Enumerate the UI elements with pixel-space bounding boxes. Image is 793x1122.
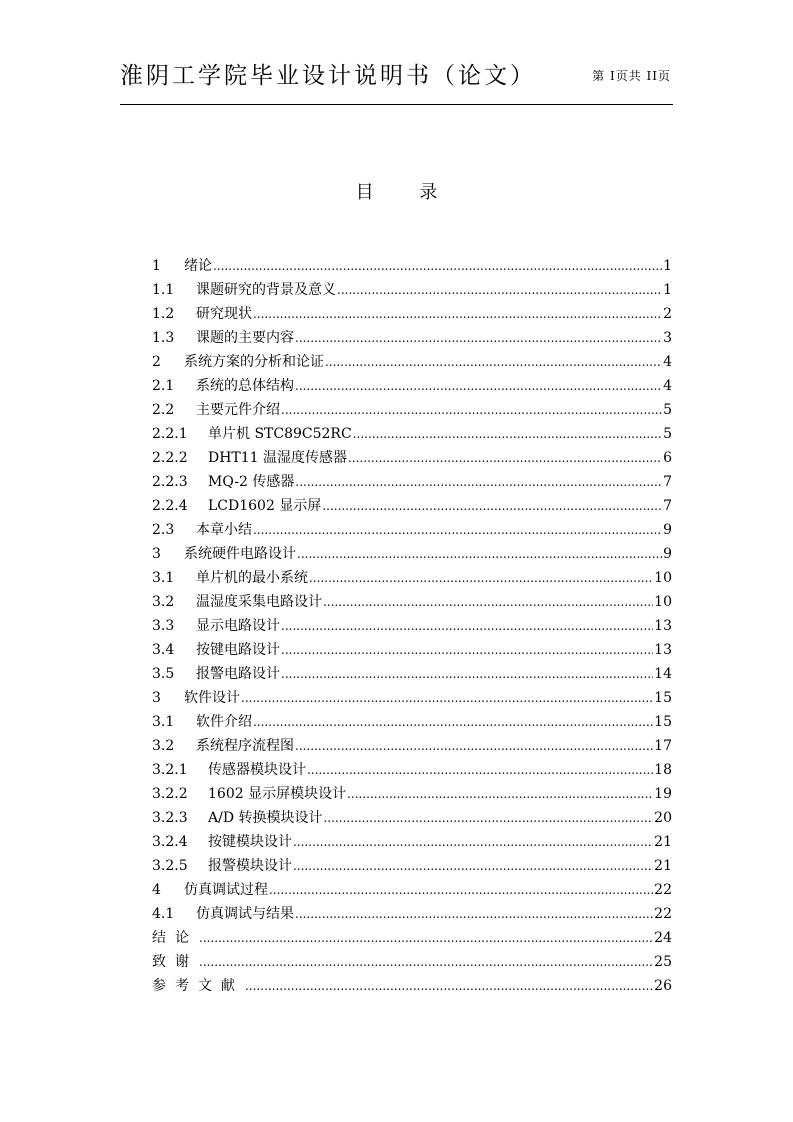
toc-entry-title: 参考文献 [152, 978, 244, 994]
toc-dot-leader [347, 786, 653, 802]
toc-entry[interactable] [152, 303, 672, 327]
toc-dot-leader [307, 762, 653, 778]
toc-entry-number: 3.1 [152, 570, 175, 586]
toc-entry[interactable] [152, 687, 672, 711]
toc-dot-leader [253, 522, 662, 538]
toc-entry[interactable] [152, 807, 672, 831]
toc-entry-title: 结论 [152, 930, 198, 946]
toc-entry-number: 3.2.1 [152, 762, 188, 778]
toc-entry-page: 6 [663, 450, 672, 466]
toc-entry-title: 报警模块设计 [208, 858, 292, 874]
toc-entry-number: 4.1 [152, 906, 175, 922]
toc-entry-page: 9 [663, 522, 672, 538]
toc-entry[interactable] [152, 735, 672, 759]
toc-dot-leader [337, 282, 662, 298]
toc-entry-title: 系统硬件电路设计 [184, 546, 296, 562]
toc-entry-page: 1 [663, 258, 672, 274]
toc-entry-number: 3.5 [152, 666, 175, 682]
toc-entry-title: 研究现状 [196, 306, 252, 322]
toc-entry-title: 课题的主要内容 [196, 330, 294, 346]
toc-entry-page: 15 [654, 714, 672, 730]
toc-entry[interactable] [152, 543, 672, 567]
toc-dot-leader [297, 546, 662, 562]
toc-entry-page: 17 [654, 738, 672, 754]
toc-entry-title: 系统的总体结构 [196, 378, 294, 394]
toc-entry-number: 3 [152, 690, 161, 706]
toc-entry[interactable] [152, 327, 672, 351]
toc-dot-leader [353, 426, 662, 442]
toc-entry-title: 软件设计 [184, 690, 240, 706]
toc-entry-number: 3.4 [152, 642, 175, 658]
toc-entry[interactable] [152, 759, 672, 783]
toc-entry[interactable] [152, 663, 672, 687]
toc-dot-leader [199, 930, 653, 946]
toc-entry-page: 5 [663, 426, 672, 442]
toc-dot-leader [348, 450, 662, 466]
toc-entry-page: 7 [663, 498, 672, 514]
toc-entry-number: 1.3 [152, 330, 175, 346]
toc-entry-title: 单片机的最小系统 [196, 570, 308, 586]
toc-entry-title: 致谢 [152, 954, 198, 970]
toc-entry-title: 软件介绍 [196, 714, 252, 730]
toc-entry-number: 2 [152, 354, 161, 370]
toc-entry-title: 本章小结 [196, 522, 252, 538]
toc-dot-leader [325, 354, 662, 370]
toc-entry[interactable] [152, 879, 672, 903]
toc-dot-leader [213, 258, 662, 274]
toc-dot-leader [322, 498, 662, 514]
toc-dot-leader [241, 690, 653, 706]
toc-dot-leader [293, 834, 653, 850]
toc-dot-leader [293, 858, 653, 874]
toc-dot-leader [199, 954, 653, 970]
toc-entry-page: 18 [654, 762, 672, 778]
toc-entry-title: 系统程序流程图 [196, 738, 294, 754]
toc-entry-title: 传感器模块设计 [208, 762, 306, 778]
toc-entry-page: 4 [663, 354, 672, 370]
toc-entry-page: 2 [663, 306, 672, 322]
toc-entry[interactable] [152, 615, 672, 639]
toc-dot-leader [281, 402, 662, 418]
toc-entry[interactable] [152, 855, 672, 879]
toc-entry-number: 1.2 [152, 306, 175, 322]
toc-entry-page: 7 [663, 474, 672, 490]
toc-entry-number: 3.2 [152, 738, 175, 754]
toc-entry[interactable] [152, 903, 672, 927]
toc-entry[interactable] [152, 351, 672, 375]
toc-entry-page: 22 [654, 906, 672, 922]
toc-entry-page: 4 [663, 378, 672, 394]
toc-dot-leader [295, 738, 653, 754]
toc-dot-leader [253, 714, 653, 730]
toc-entry-title: 显示电路设计 [196, 618, 280, 634]
toc-dot-leader [295, 378, 662, 394]
toc-entry-page: 21 [654, 858, 672, 874]
toc-entry-title: 温湿度采集电路设计 [196, 594, 322, 610]
toc-entry-title: MQ-2 传感器 [208, 474, 295, 490]
toc-entry[interactable] [152, 423, 672, 447]
toc-entry-page: 13 [654, 618, 672, 634]
toc-entry-page: 15 [654, 690, 672, 706]
toc-entry[interactable] [152, 783, 672, 807]
toc-entry-number: 2.2.1 [152, 426, 188, 442]
toc-entry-title: A/D 转换模块设计 [208, 810, 323, 826]
toc-entry-number: 2.2.2 [152, 450, 188, 466]
toc-entry-number: 2.1 [152, 378, 175, 394]
toc-dot-leader [295, 474, 662, 490]
toc-entry-title: 报警电路设计 [196, 666, 280, 682]
toc-entry-page: 21 [654, 834, 672, 850]
toc-entry-number: 2.3 [152, 522, 175, 538]
page-header [120, 55, 673, 95]
toc-entry-number: 2.2 [152, 402, 175, 418]
toc-dot-leader [253, 306, 662, 322]
table-of-contents [152, 255, 672, 999]
toc-entry[interactable] [152, 471, 672, 495]
toc-entry-page: 10 [654, 594, 672, 610]
toc-entry-page: 3 [663, 330, 672, 346]
toc-entry-page: 19 [654, 786, 672, 802]
toc-entry-number: 3.2 [152, 594, 175, 610]
document-header-title: 淮阴工学院毕业设计说明书（论文） [120, 63, 536, 89]
toc-entry-page: 25 [654, 954, 672, 970]
toc-entry-number: 3.2.3 [152, 810, 188, 826]
toc-entry-title: 按键电路设计 [196, 642, 280, 658]
toc-dot-leader [245, 978, 653, 994]
toc-entry-page: 20 [654, 810, 672, 826]
toc-entry-title: 仿真调试与结果 [196, 906, 294, 922]
toc-entry-number: 3.3 [152, 618, 175, 634]
toc-entry-page: 22 [654, 882, 672, 898]
toc-entry[interactable] [152, 567, 672, 591]
toc-entry[interactable] [152, 255, 672, 279]
toc-dot-leader [323, 594, 653, 610]
toc-entry-title: 1602 显示屏模块设计 [208, 786, 347, 802]
toc-entry-number: 3.2.4 [152, 834, 188, 850]
toc-entry-number: 3.2.2 [152, 786, 188, 802]
toc-entry-page: 14 [654, 666, 672, 682]
toc-entry-page: 5 [663, 402, 672, 418]
toc-entry[interactable] [152, 375, 672, 399]
toc-entry[interactable] [152, 495, 672, 519]
toc-dot-leader [295, 906, 653, 922]
toc-entry-number: 1.1 [152, 282, 175, 298]
toc-entry-number: 3 [152, 546, 161, 562]
toc-entry-title: 仿真调试过程 [184, 882, 268, 898]
toc-entry-page: 10 [654, 570, 672, 586]
toc-entry[interactable] [152, 831, 672, 855]
toc-entry-number: 1 [152, 258, 161, 274]
toc-dot-leader [269, 882, 653, 898]
toc-entry-title: 系统方案的分析和论证 [184, 354, 324, 370]
toc-entry-title: LCD1602 显示屏 [208, 498, 322, 514]
toc-entry-title: 绪论 [184, 258, 212, 274]
toc-dot-leader [324, 810, 654, 826]
toc-entry-title: 主要元件介绍 [196, 402, 280, 418]
toc-entry[interactable] [152, 279, 672, 303]
toc-entry[interactable] [152, 639, 672, 663]
toc-entry-title: DHT11 温湿度传感器 [208, 450, 348, 466]
toc-entry-page: 1 [663, 282, 672, 298]
toc-entry-number: 2.2.4 [152, 498, 188, 514]
toc-dot-leader [309, 570, 653, 586]
header-divider [120, 104, 673, 105]
toc-entry-number: 3.2.5 [152, 858, 188, 874]
toc-entry-number: 2.2.3 [152, 474, 188, 490]
toc-entry-page: 9 [663, 546, 672, 562]
toc-entry-page: 24 [654, 930, 672, 946]
toc-entry[interactable] [152, 951, 672, 975]
toc-dot-leader [281, 618, 653, 634]
toc-entry[interactable] [152, 711, 672, 735]
toc-entry[interactable] [152, 447, 672, 471]
toc-entry[interactable] [152, 975, 672, 999]
toc-entry-number: 3.1 [152, 714, 175, 730]
toc-entry-title: 单片机 STC89C52RC [208, 426, 352, 442]
toc-title: 目 录 [355, 182, 458, 203]
toc-entry[interactable] [152, 519, 672, 543]
toc-entry-page: 26 [654, 978, 672, 994]
toc-entry-number: 4 [152, 882, 161, 898]
toc-entry[interactable] [152, 591, 672, 615]
toc-dot-leader [281, 642, 653, 658]
toc-entry[interactable] [152, 927, 672, 951]
page-number-info: 第 I页共 II页 [592, 69, 671, 83]
toc-entry-page: 13 [654, 642, 672, 658]
toc-entry[interactable] [152, 399, 672, 423]
toc-entry-title: 按键模块设计 [208, 834, 292, 850]
toc-dot-leader [281, 666, 653, 682]
toc-dot-leader [295, 330, 662, 346]
toc-entry-title: 课题研究的背景及意义 [196, 282, 336, 298]
